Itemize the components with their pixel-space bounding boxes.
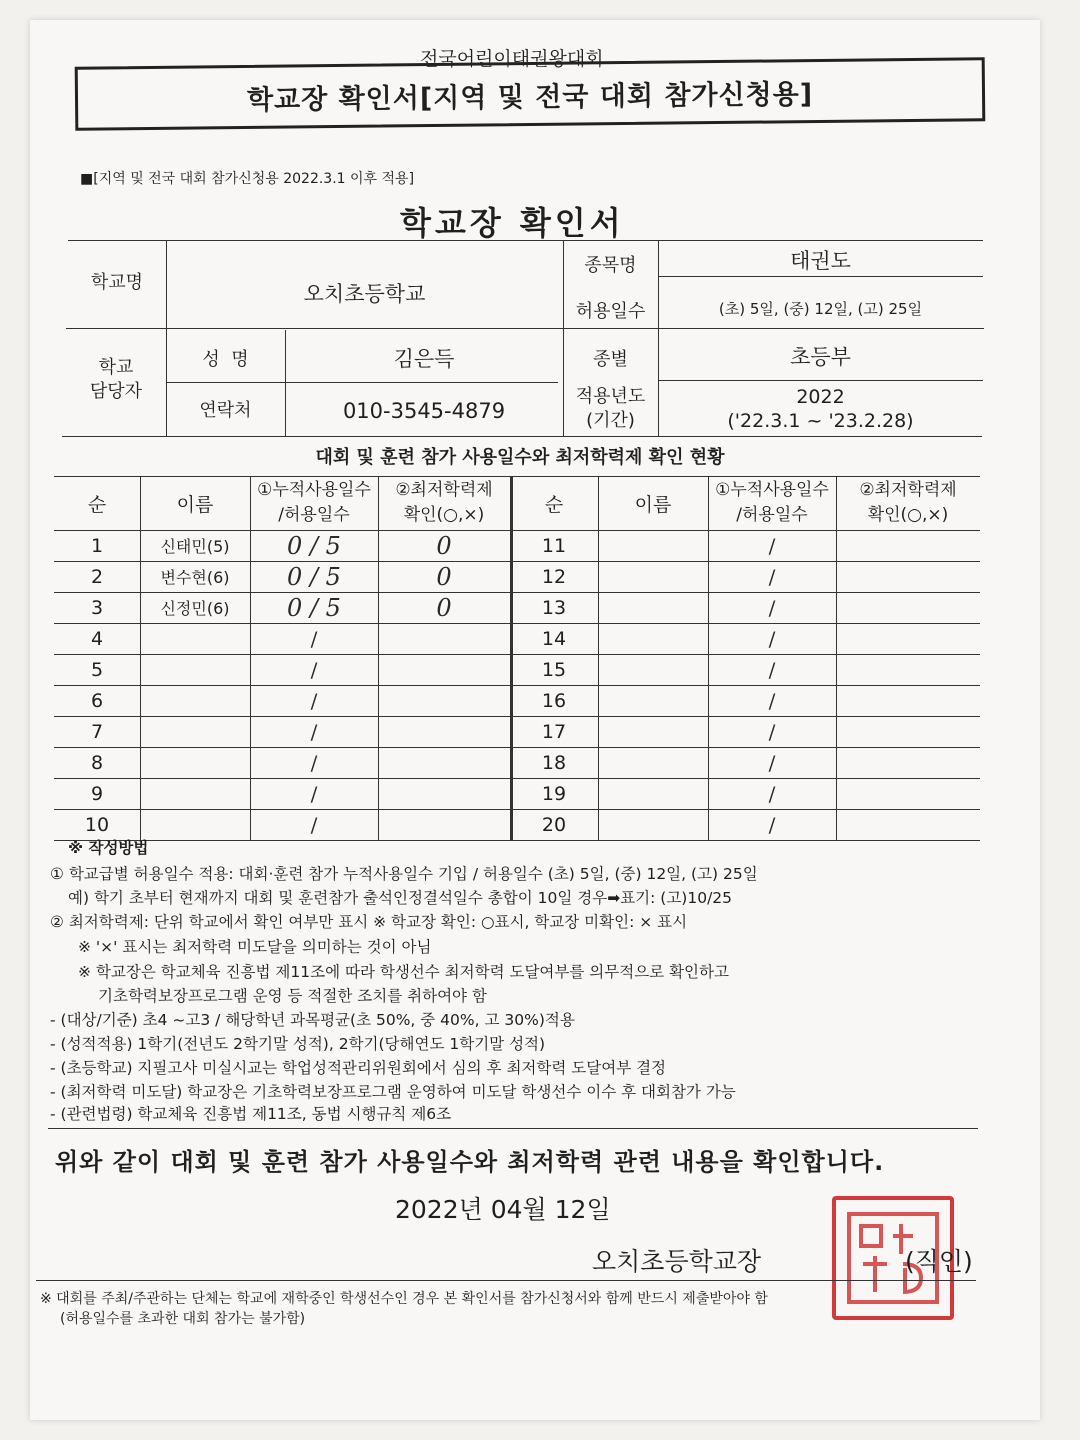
organization-name: 전국어린이태권왕대회 <box>420 48 604 70</box>
year-label: 적용년도 (기간) <box>575 386 646 431</box>
row-number: 20 <box>541 813 567 836</box>
row-number: 10 <box>84 813 110 836</box>
right-header-no: 순 <box>544 493 564 516</box>
athlete-name <box>598 747 708 778</box>
athlete-name <box>598 530 708 561</box>
academic-check <box>378 809 510 840</box>
row-number: 11 <box>541 534 567 557</box>
days-used: / <box>310 781 318 806</box>
right-header-academic <box>836 476 980 530</box>
athlete-name <box>140 809 250 840</box>
notes-heading: ※ 작성방법 <box>68 839 149 857</box>
athlete-name <box>598 592 708 623</box>
note-5: - (대상/기준) 초4 ~고3 / 해당학년 과목평균(초 50%, 중 40%, 고 30%)적용 <box>50 1011 575 1029</box>
athlete-name <box>598 716 708 747</box>
left-header-name: 이름 <box>176 493 214 516</box>
academic-check <box>836 685 980 716</box>
academic-check <box>836 654 980 685</box>
note-8: - (최저학력 미도달) 학교장은 기초학력보장프로그램 운영하여 미도달 학생선수 이수 후 대회참가 가능 <box>50 1083 736 1101</box>
manager-label: 학교 담당자 <box>89 357 143 402</box>
note-9: - (관련법령) 학교체육 진흥법 제11조, 동법 시행규칙 제6조 <box>50 1105 452 1123</box>
box-title: 학교장 확인서[지역 및 전국 대회 참가신청용] <box>75 57 986 131</box>
row-number: 7 <box>90 720 104 743</box>
days-used: 0 / 5 <box>287 562 341 591</box>
footer-divider <box>36 1280 976 1281</box>
allowed-days-label: 허용일수 <box>575 301 646 322</box>
days-used: / <box>768 533 776 558</box>
allowed-days-value <box>658 290 983 326</box>
applicability-notice: ■[지역 및 전국 대회 참가신청용 2022.3.1 이후 적용] <box>80 171 415 187</box>
days-used: / <box>768 719 776 744</box>
days-used: / <box>768 781 776 806</box>
athlete-name: 신정민(6) <box>160 599 230 618</box>
year-range: ('22.3.1 ~ '23.2.28) <box>727 410 914 432</box>
athlete-name <box>598 654 708 685</box>
academic-check <box>378 778 510 809</box>
left-header-days-line2: /허용일수 <box>278 505 350 525</box>
academic-check <box>378 747 510 778</box>
confirmation-statement: 위와 같이 대회 및 훈련 참가 사용일수와 최저학력 관련 내용을 확인합니다. <box>55 1148 885 1176</box>
days-used: / <box>310 626 318 651</box>
row-number: 1 <box>90 534 104 557</box>
note-7: - (초등학교) 지필고사 미실시교는 학업성적관리위원회에서 심의 후 최저학력 도달여부 결정 <box>50 1059 667 1077</box>
principal-name: 오치초등학교장 <box>592 1247 762 1276</box>
academic-check <box>836 778 980 809</box>
days-used: 0 / 5 <box>287 531 341 560</box>
table-row-border <box>54 840 980 841</box>
row-number: 6 <box>90 689 104 712</box>
days-used: / <box>768 626 776 651</box>
athlete-name <box>140 685 250 716</box>
academic-check: 0 <box>436 562 452 591</box>
row-number: 18 <box>541 751 567 774</box>
academic-check <box>836 809 980 840</box>
division-label: 종별 <box>593 349 628 370</box>
academic-check <box>836 623 980 654</box>
days-used: / <box>310 657 318 682</box>
athlete-name <box>140 623 250 654</box>
days-used: / <box>768 657 776 682</box>
athlete-name <box>598 623 708 654</box>
days-used: / <box>310 688 318 713</box>
days-used: / <box>310 719 318 744</box>
academic-check <box>836 592 980 623</box>
allowed-days-text: (초) 5일, (중) 12일, (고) 25일 <box>718 299 923 318</box>
athlete-name <box>598 685 708 716</box>
days-used: / <box>768 812 776 837</box>
note-2: ② 최저학력제: 단위 학교에서 확인 여부만 표시 ※ 학교장 확인: ○표시, 학교장 미확인: × 표시 <box>50 913 688 931</box>
academic-check <box>378 685 510 716</box>
row-number: 19 <box>541 782 567 805</box>
academic-check <box>836 716 980 747</box>
document-title: 학교장 확인서 <box>400 204 625 242</box>
athlete-name: 신태민(5) <box>160 537 230 556</box>
right-header-days-line1: ①누적사용일수 <box>715 480 829 500</box>
row-number: 9 <box>90 782 104 805</box>
school-name-value: 오치초등학교 <box>303 282 426 306</box>
academic-check <box>836 530 980 561</box>
seal-note: (직인) <box>905 1247 973 1276</box>
left-header-days <box>250 476 378 530</box>
right-header-days <box>708 476 836 530</box>
athlete-name <box>598 778 708 809</box>
right-header-name: 이름 <box>634 493 672 516</box>
left-header-acad-line1: ②최저학력제 <box>395 480 493 500</box>
athlete-name <box>140 716 250 747</box>
days-used: / <box>768 595 776 620</box>
note-4: ※ 학교장은 학교체육 진흥법 제11조에 따라 학생선수 최저학력 도달여부를 의무적으로 확인하고 <box>78 963 729 981</box>
days-used: / <box>768 564 776 589</box>
academic-check <box>378 654 510 685</box>
row-number: 16 <box>541 689 567 712</box>
right-header-acad-line2: 확인(○,×) <box>867 505 949 525</box>
athlete-name: 변수현(6) <box>160 568 230 587</box>
athlete-name <box>598 561 708 592</box>
academic-check: 0 <box>436 531 452 560</box>
division-value: 초등부 <box>790 345 851 369</box>
academic-check <box>836 561 980 592</box>
manager-name-value: 김은득 <box>393 347 455 371</box>
row-number: 15 <box>541 658 567 681</box>
contact-value: 010-3545-4879 <box>342 399 506 423</box>
row-number: 2 <box>90 565 104 588</box>
status-table-title: 대회 및 훈련 참가 사용일수와 최저학력제 확인 현황 <box>315 447 725 468</box>
days-used: / <box>768 688 776 713</box>
academic-check <box>378 716 510 747</box>
athlete-name <box>140 778 250 809</box>
note-1: ① 학교급별 허용일수 적용: 대회·훈련 참가 누적사용일수 기입 / 허용일수 (초) 5일, (중) 12일, (고) 25일 <box>50 865 758 883</box>
athlete-name <box>140 747 250 778</box>
right-header-acad-line1: ②최저학력제 <box>859 480 957 500</box>
days-used: / <box>768 750 776 775</box>
note-1b: 예) 학기 초부터 현재까지 대회 및 훈련참가 출석인정결석일수 총합이 10일 경우➡표기: (고)10/25 <box>68 889 733 907</box>
athlete-name <box>598 809 708 840</box>
row-number: 8 <box>90 751 104 774</box>
row-number: 17 <box>541 720 567 743</box>
note-4b: 기초학력보장프로그램 운영 등 적절한 조치를 취하여야 함 <box>98 987 487 1005</box>
year-value-cell <box>658 382 983 436</box>
notes-divider <box>48 1128 978 1129</box>
school-name-label: 학교명 <box>90 272 144 293</box>
row-number: 12 <box>541 565 567 588</box>
left-header-no: 순 <box>87 493 107 516</box>
contact-label: 연락처 <box>199 400 252 421</box>
event-value: 태권도 <box>790 249 851 273</box>
days-used: / <box>310 750 318 775</box>
row-number: 14 <box>541 627 567 650</box>
row-number: 5 <box>90 658 104 681</box>
row-number: 3 <box>90 596 104 619</box>
row-number: 4 <box>90 627 104 650</box>
academic-check <box>378 623 510 654</box>
year-value: 2022 <box>796 386 845 408</box>
days-used: / <box>310 812 318 837</box>
days-used: 0 / 5 <box>287 593 341 622</box>
left-header-academic <box>378 476 510 530</box>
note-3: ※ '×' 표시는 최저학력 미도달을 의미하는 것이 아님 <box>78 938 432 956</box>
issue-date: 2022년 04월 12일 <box>395 1195 611 1224</box>
note-6: - (성적적용) 1학기(전년도 2학기말 성적), 2학기(당해연도 1학기말 성적) <box>50 1035 546 1053</box>
event-label: 종목명 <box>584 255 637 276</box>
academic-check <box>836 747 980 778</box>
row-number: 13 <box>541 596 567 619</box>
academic-check: 0 <box>436 593 452 622</box>
left-header-acad-line2: 확인(○,×) <box>403 505 485 525</box>
footnote-2: (허용일수를 초과한 대회 참가는 불가함) <box>60 1311 306 1327</box>
footnote-1: ※ 대회를 주최/주관하는 단체는 학교에 재학중인 학생선수인 경우 본 확인서를 참가신청서와 함께 반드시 제출받아야 함 <box>40 1291 768 1307</box>
right-header-days-line2: /허용일수 <box>736 505 808 525</box>
left-header-days-line1: ①누적사용일수 <box>257 480 371 500</box>
athlete-name <box>140 654 250 685</box>
manager-name-label: 성 명 <box>202 349 249 370</box>
